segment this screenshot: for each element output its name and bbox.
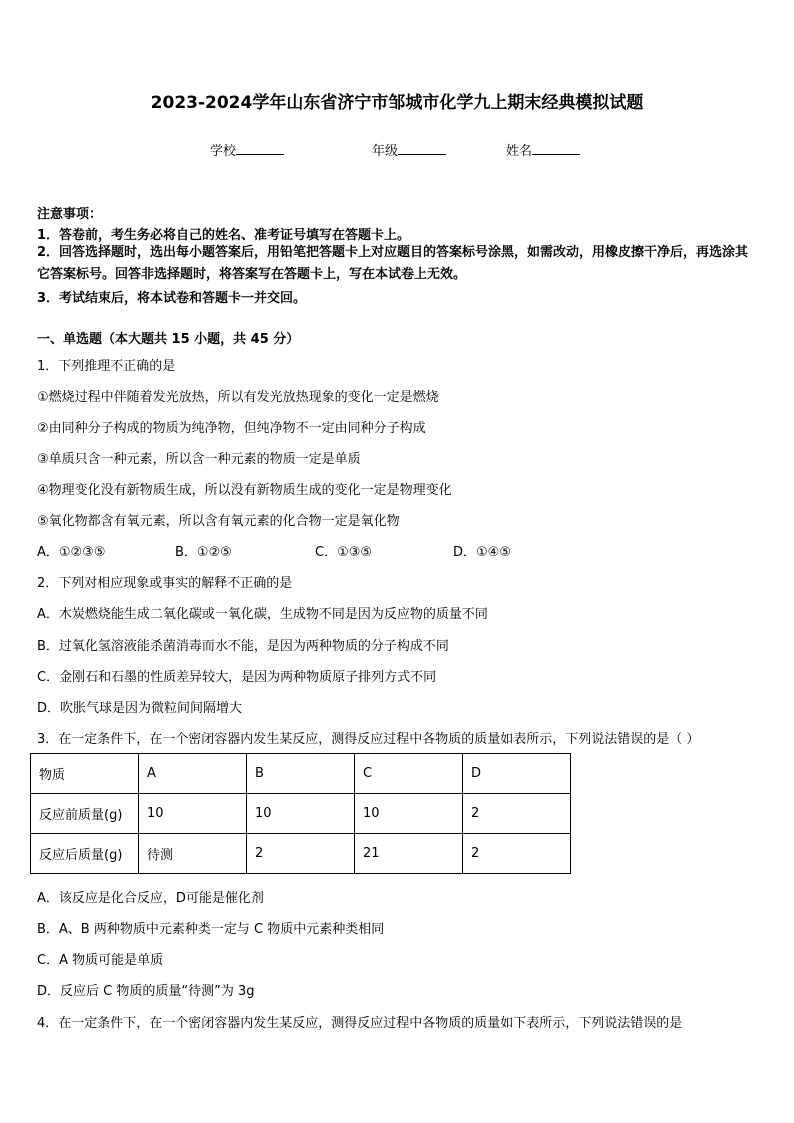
- option-c: C．A 物质可能是单质: [37, 953, 164, 968]
- option-a: A．木炭燃烧能生成二氧化碳或一氧化碳，生成物不同是因为反应物的质量不同: [37, 607, 488, 622]
- option-d: D．反应后 C 物质的质量“待测”为 3g: [37, 984, 255, 999]
- table-row: [31, 754, 571, 794]
- name-blank: [532, 142, 580, 155]
- question-stem: 2．下列对相应现象或事实的解释不正确的是: [37, 576, 293, 591]
- table-cell: C: [355, 754, 463, 794]
- table-row: [31, 794, 571, 834]
- statement: ①燃烧过程中伴随着发光放热，所以有发光放热现象的变化一定是燃烧: [37, 390, 439, 405]
- table-cell: 2: [463, 834, 571, 874]
- grade-blank: [398, 142, 446, 155]
- notice-item: 3．考试结束后，将本试卷和答题卡一并交回。: [37, 291, 307, 306]
- option-c: C．金刚石和石墨的性质差异较大，是因为两种物质原子排列方式不同: [37, 670, 437, 685]
- question-stem: 4．在一定条件下，在一个密闭容器内发生某反应，测得反应过程中各物质的质量如下表所示，下列说法错误的是: [37, 1016, 683, 1031]
- option-d: D．吹胀气球是因为微粒间间隔增大: [37, 701, 243, 716]
- table-cell: 10: [139, 794, 247, 834]
- table-cell: D: [463, 754, 571, 794]
- table-cell: A: [139, 754, 247, 794]
- table-cell: 反应后质量(g): [31, 834, 139, 874]
- table-cell: B: [247, 754, 355, 794]
- options-row: [37, 541, 511, 560]
- table-cell: 2: [463, 794, 571, 834]
- table-cell: 10: [247, 794, 355, 834]
- name-field: [506, 140, 580, 159]
- statement: ②由同种分子构成的物质为纯净物，但纯净物不一定由同种分子构成: [37, 421, 426, 436]
- option-a: A．该反应是化合反应，D可能是催化剂: [37, 891, 264, 906]
- notice-item: 1．答卷前，考生务必将自己的姓名、准考证号填写在答题卡上。: [37, 228, 411, 243]
- table-cell: 反应前质量(g): [31, 794, 139, 834]
- option-b: B．A、B 两种物质中元素种类一定与 C 物质中元素种类相同: [37, 922, 385, 937]
- statement: ④物理变化没有新物质生成，所以没有新物质生成的变化一定是物理变化: [37, 483, 452, 498]
- option-a: A．①②③⑤: [37, 545, 106, 560]
- name-label: 姓名: [506, 144, 533, 159]
- question-stem: 1．下列推理不正确的是: [37, 359, 176, 374]
- notice-item: 2．回答选择题时，选出每小题答案后，用铅笔把答题卡上对应题目的答案标号涂黑，如需改动，用橡皮擦干净后，再选涂其它答案标号。回答非选择题时，将答案写在答题卡上，写在本试卷上无效。: [37, 245, 749, 282]
- school-label: 学校: [210, 144, 237, 159]
- notice-heading: 注意事项：: [37, 207, 103, 222]
- statement: ⑤氧化物都含有氧元素，所以含有氧元素的化合物一定是氧化物: [37, 514, 400, 529]
- grade-field: [372, 140, 446, 159]
- option-b: B．过氧化氢溶液能杀菌消毒而水不能，是因为两种物质的分子构成不同: [37, 639, 449, 654]
- grade-label: 年级: [372, 144, 399, 159]
- statement: ③单质只含一种元素，所以含一种元素的物质一定是单质: [37, 452, 361, 467]
- school-field: [210, 140, 284, 159]
- table-cell: 2: [247, 834, 355, 874]
- table-cell: 待测: [139, 834, 247, 874]
- table-row: [31, 834, 571, 874]
- table-cell: 21: [355, 834, 463, 874]
- option-d: D．①④⑤: [453, 545, 511, 560]
- section-heading: 一、单选题（本大题共 15 小题，共 45 分）: [37, 332, 300, 347]
- table-cell: 物质: [31, 754, 139, 794]
- table-cell: 10: [355, 794, 463, 834]
- option-c: C．①③⑤: [315, 545, 373, 560]
- option-b: B．①②⑤: [175, 545, 232, 560]
- mass-table: [30, 753, 571, 874]
- question-stem: 3．在一定条件下，在一个密闭容器内发生某反应，测得反应过程中各物质的质量如表所示，下列说法错误的是（ ）: [37, 732, 700, 747]
- page-title: 2023-2024学年山东省济宁市邹城市化学九上期末经典模拟试题: [150, 93, 644, 113]
- school-blank: [236, 142, 284, 155]
